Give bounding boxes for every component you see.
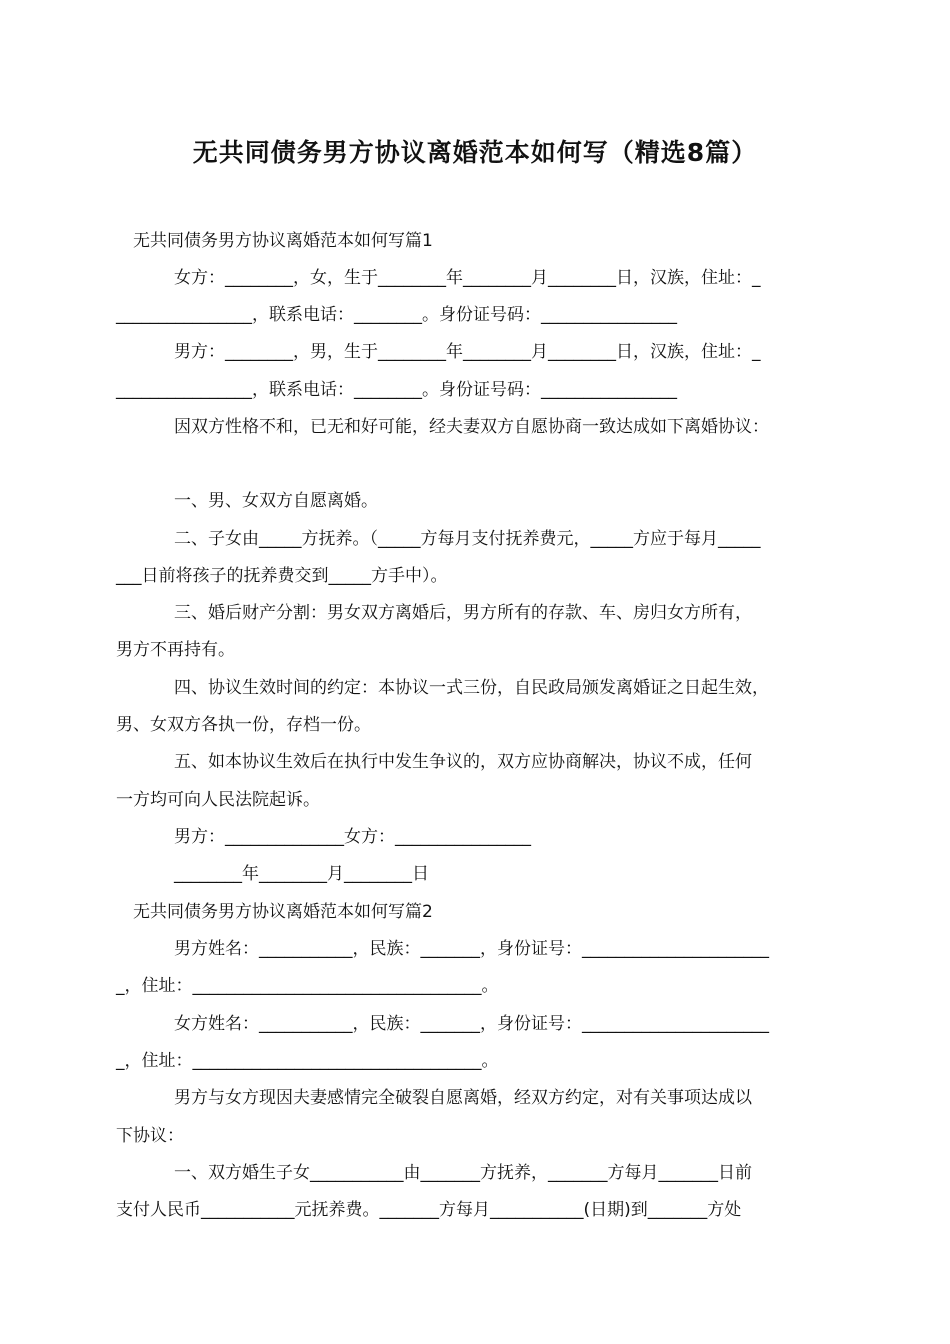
text-line: 一方均可向人民法院起诉。 — [116, 790, 320, 810]
text-line: 支付人民币___________元抚养费。_______方每月___________(日期)到_______方处 — [116, 1200, 742, 1220]
text-line: 男方与女方现因夫妻感情完全破裂自愿离婚，经双方约定，对有关事项达成以 — [174, 1088, 752, 1108]
text-line: 男方：________，男，生于________年________月________日，汉族，住址：_ — [174, 342, 761, 362]
page-title: 无共同债务男方协议离婚范本如何写（精选8篇） — [192, 138, 758, 167]
text-line: ________年________月________日 — [174, 864, 429, 884]
text-line: ___日前将孩子的抚养费交到_____方手中）。 — [116, 566, 448, 586]
text-line: 二、子女由_____方抚养。（_____方每月支付抚养费元，_____方应于每月_____ — [174, 529, 761, 549]
text-line: _，住址：__________________________________。 — [116, 1051, 499, 1071]
text-line: 女方姓名：___________，民族：_______，身份证号：______________________ — [174, 1014, 769, 1034]
text-line: 四、协议生效时间的约定：本协议一式三份，自民政局颁发离婚证之日起生效， — [174, 678, 769, 698]
text-line: 因双方性格不和，已无和好可能，经夫妻双方自愿协商一致达成如下离婚协议： — [174, 417, 769, 437]
text-line: 男方不再持有。 — [116, 640, 235, 660]
text-line: _，住址：__________________________________。 — [116, 976, 499, 996]
text-line: 下协议： — [116, 1126, 184, 1146]
text-line: ________________，联系电话：________。身份证号码：________________ — [116, 305, 677, 325]
section-heading: 无共同债务男方协议离婚范本如何写篇2 — [133, 902, 433, 922]
text-line: 男方：______________女方：________________ — [174, 827, 531, 847]
text-line: 女方：________，女，生于________年________月________日，汉族，住址：_ — [174, 268, 761, 288]
text-line: 男、女双方各执一份，存档一份。 — [116, 715, 371, 735]
text-line: ________________，联系电话：________。身份证号码：________________ — [116, 380, 677, 400]
text-line: 一、男、女双方自愿离婚。 — [174, 491, 378, 511]
text-line: 三、婚后财产分割：男女双方离婚后，男方所有的存款、车、房归女方所有， — [174, 603, 752, 623]
section-heading: 无共同债务男方协议离婚范本如何写篇1 — [133, 231, 433, 251]
text-line: 男方姓名：___________，民族：_______，身份证号：______________________ — [174, 939, 769, 959]
text-line: 一、双方婚生子女___________由_______方抚养，_______方每月_______日前 — [174, 1163, 752, 1183]
text-line: 五、如本协议生效后在执行中发生争议的，双方应协商解决，协议不成，任何 — [174, 752, 752, 772]
